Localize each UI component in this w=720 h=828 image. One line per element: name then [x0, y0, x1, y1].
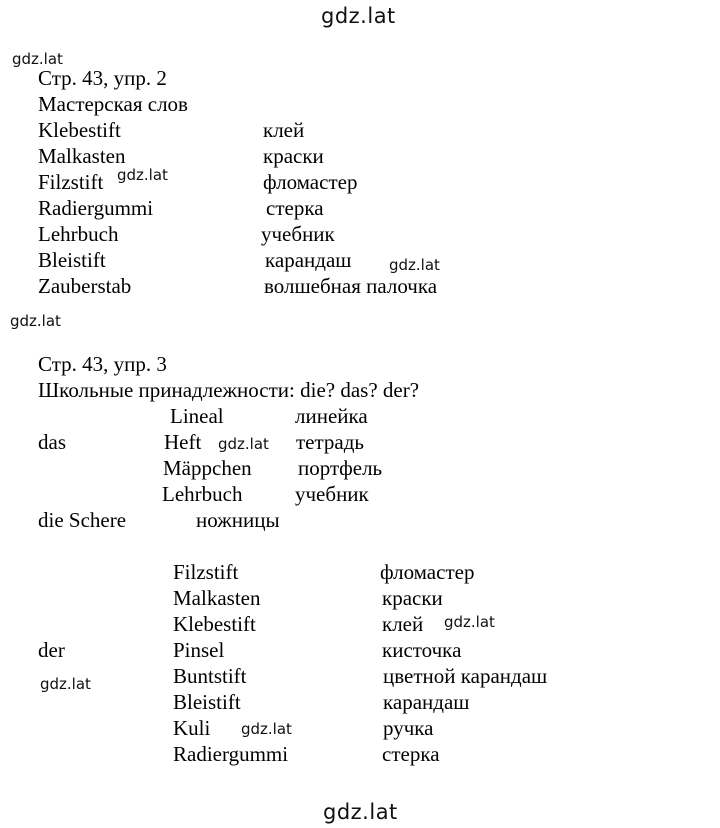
word-de: Klebestift: [173, 612, 256, 636]
watermark: gdz.lat: [218, 435, 269, 453]
word-de: Radiergummi: [173, 742, 289, 766]
word-ru: портфель: [298, 456, 383, 480]
die-word-ru: ножницы: [196, 508, 280, 532]
word-ru: клей: [382, 612, 424, 636]
word-de: Kuli: [173, 716, 211, 740]
watermark: gdz.lat: [389, 256, 440, 274]
word-de: Zauberstab: [38, 274, 132, 298]
word-de: Malkasten: [38, 144, 126, 168]
watermark: gdz.lat: [241, 720, 292, 738]
watermark: gdz.lat: [10, 312, 61, 330]
word-de: Lehrbuch: [38, 222, 119, 246]
word-ru: стерка: [382, 742, 440, 766]
word-ru: фломастер: [263, 170, 358, 194]
word-ru: ручка: [383, 716, 434, 740]
word-ru: карандаш: [265, 248, 352, 272]
article-das: das: [38, 430, 66, 454]
word-ru: тетрадь: [296, 430, 365, 454]
word-de: Klebestift: [38, 118, 121, 142]
word-ru: учебник: [295, 482, 369, 506]
word-de: Bleistift: [38, 248, 106, 272]
word-de: Malkasten: [173, 586, 261, 610]
watermark: gdz.lat: [12, 50, 63, 68]
word-de: Buntstift: [173, 664, 247, 688]
word-ru: волшебная палочка: [264, 274, 438, 298]
word-de: Filzstift: [173, 560, 239, 584]
word-de: Lehrbuch: [162, 482, 243, 506]
word-ru: линейка: [295, 404, 368, 428]
word-de: Radiergummi: [38, 196, 154, 220]
word-de: Heft: [164, 430, 202, 454]
die-word: die Schere: [38, 508, 127, 532]
watermark: gdz.lat: [40, 675, 91, 693]
watermark-top: gdz.lat: [321, 4, 396, 28]
word-ru: клей: [263, 118, 305, 142]
word-ru: стерка: [266, 196, 324, 220]
word-de: Pinsel: [173, 638, 225, 662]
word-ru: учебник: [261, 222, 335, 246]
word-ru: фломастер: [380, 560, 475, 584]
word-ru: краски: [263, 144, 324, 168]
section1-heading: Стр. 43, упр. 2: [38, 66, 167, 90]
word-de: Mäppchen: [163, 456, 252, 480]
watermark: gdz.lat: [444, 613, 495, 631]
watermark: gdz.lat: [117, 166, 168, 184]
watermark-bottom: gdz.lat: [323, 800, 398, 824]
section2-title: Школьные принадлежности: die? das? der?: [38, 378, 420, 402]
word-de: Lineal: [170, 404, 224, 428]
word-ru: цветной карандаш: [383, 664, 548, 688]
section1-title: Мастерская слов: [38, 92, 188, 116]
word-de: Bleistift: [173, 690, 241, 714]
word-ru: кисточка: [382, 638, 462, 662]
word-ru: краски: [382, 586, 443, 610]
section2-heading: Стр. 43, упр. 3: [38, 352, 167, 376]
word-de: Filzstift: [38, 170, 104, 194]
article-der: der: [38, 638, 65, 662]
word-ru: карандаш: [383, 690, 470, 714]
